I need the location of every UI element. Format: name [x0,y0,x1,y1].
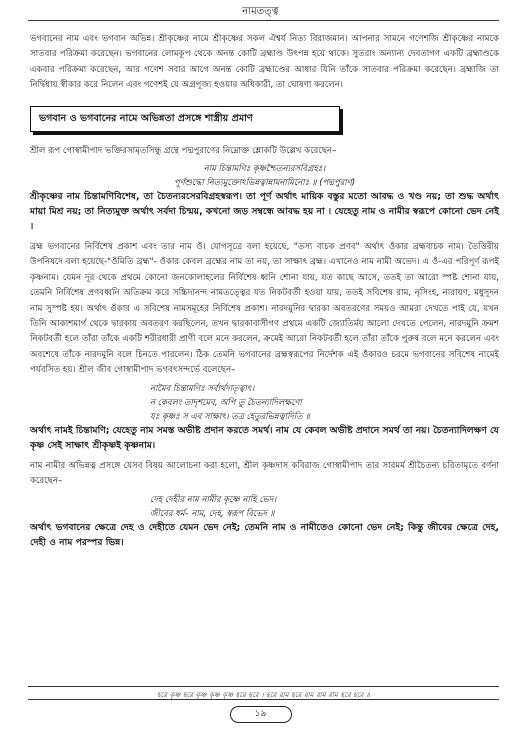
running-header: নামতত্ত্ব [242,6,279,17]
bold-explanation-3: অর্থাৎ ভগবানের ক্ষেত্রে দেহ ও দেহীতে যেমন ভেদ নেই; তেমনি নাম ও নামীতেও কোনো ভেদ নেই; কিন্তু জীবের ক্ষেত্রে দেহ, দেহী ও নাম পরস্পর ভিন্ন। [30,521,499,548]
intro-paragraph: ভগবানের নাম এবং ভগবান অভিন্ন। শ্রীকৃষ্ণের নামে শ্রীকৃষ্ণের সকল ঐশ্বর্য নিত্য বিরাজমান। আপনার সামনে গণেশজি শ্রীকৃষ্ণের নামকে সাতবার পরিক্রমা করেছেন। ভগবানের লোমকূপ থেকে অনন্ত কোটি ব্রহ্মাণ্ড উৎপন্ন হয়ে থাকে। সুতরাং অন্যান্য দেবতাগণ একটি ব্রহ্মাণ্ডকে একবার পরিক্রমা করেছেন, আর গণেশ সবার আগে অনন্ত কোটি ব্রহ্মাণ্ডের আধার যিনি তাঁকে সাতবার পরিক্রমা করেছেন। ব্রহ্মাজি তা নির্দ্বিধায় স্বীকার করে নিলেন এবং গণেশই যে অগ্রপূজ্য হওয়ার অধিকারী, তা ঘোষণা করলেন। [30,34,499,91]
verse-3-line-2: জীবের ধর্ম– নাম, দেহ, স্বরূপ বিভেদ ॥ [150,507,275,518]
kaviraj-paragraph: নাম নামীর অভিন্নত্ব প্রসঙ্গে যেসব বিষয় আলোচনা করা হলো, শ্রীল কৃষ্ণদাস কবিরাজ গোস্বামীপাদ তার সারমর্ম শ্রীচৈতন্য চরিতামৃতে বর্ণনা করেছেন– [30,460,499,487]
footer-divider-bottom [28,699,499,700]
verse-1-line-2: পূর্ণশুদ্ধো নিত্যমুক্তোঽভিন্নত্বান্নামনামিনোঃ ॥ (পদ্মপুরাণ) [173,177,356,188]
footer-mantra: হরে কৃষ্ণ হরে কৃষ্ণ কৃষ্ণ কৃষ্ণ হরে হরে । হরে রাম হরে রাম রাম রাম হরে হরে ॥ [156,691,371,699]
footer-divider-top [28,686,499,687]
page-number-wrapper [0,701,521,723]
verse-2-line-3: যঃ কৃষ্ণঃ স এব সাক্ষাৎ। তত্র হেতুরভিন্নত্বাদিতি ॥ [150,410,310,421]
section-heading: ভগবান ও ভগবানের নামে অভিন্নতা প্রসঙ্গে শাস্ত্রীয় প্রমাণ [30,106,340,132]
verse-2-line-1: নামৈব চিন্তামণিঃ সর্বার্থদাতৃত্বাৎ। [150,382,255,393]
page-number: ১৯ [230,706,292,723]
verse-2-line-2: ন কেবলং তাদৃশমেব, অপি তু চৈতন্যাদিলক্ষণো [150,396,302,407]
verse-1-line-1: নাম চিন্তামণিঃ কৃষ্ণশ্চৈতন্যরসবিগ্রহঃ। [203,163,326,174]
bold-explanation-2: অর্থাৎ নামই চিন্তামণি; যেহেতু নাম সমস্ত অভীষ্ট প্রদান করতে সমর্থ। নাম যে কেবল অভীষ্ট প্রদানে সমর্থ তা নয়। চৈতন্যাদিলক্ষণ যে কৃষ্ণ সেই সাক্ষাৎ শ্রীকৃষ্ণই কৃষ্ণনাম। [30,424,499,451]
header-divider [28,20,499,21]
bold-explanation-1: শ্রীকৃষ্ণের নাম চিন্তামণিবিশেষ, তা চৈতন্যরসেরবিগ্রহস্বরূপ। তা পূর্ণ অর্থাৎ মায়িক বস্তুর মতো আবদ্ধ ও খণ্ড নয়; তা শুদ্ধ অর্থাৎ মায়া মিশ্র নয়; তা নিত্যমুক্ত অর্থাৎ সর্বদা চিন্ময়, কখনো জড় সম্বন্ধে আবদ্ধ হয় না । যেহেতু নাম ও নামীর স্বরূপে কোনো ভেদ নেই । [30,191,499,233]
page-body [30,32,499,552]
rupa-intro-paragraph: শ্রীল রূপ গোস্বামীপাদ ভক্তিরসামৃতসিন্ধু গ্রন্থে পদ্মপুরাণের নিম্নোক্ত শ্লোকটি উল্লেখ করেছেন– [30,145,337,156]
verse-3-line-1: দেহ দেহীর নাম নামীর কৃষ্ণে নাহি ভেদ। [150,493,277,504]
brahma-paragraph: ব্রহ্ম ভগবানের নির্বিশেষ প্রকাশ এবং তার নাম ওঁ। যোগসূত্রে বলা হয়েছে, "তস্য বাচক প্রণব" অর্থাৎ ওঁকার ব্রহ্মবাচক নাম। তৈত্তিরীয় উপনিষদে বলা হয়েছে-"ওঁমিতি ব্রহ্ম"- ওঁকার কেবল ব্রহ্মের নাম তা নয়, তা সাক্ষাৎ ব্রহ্ম। এখানেও নাম নামী অভেদ। এ ওঁ-এর পরিপূর্ণ রূপই কৃষ্ণনাম। যেমন দূর থেকে প্রথমে কোনো জনকোলাহলের নির্বিশেষ ধ্বনি শোনা যায়, যত কাছে আসে, ততই তা আরো স্পষ্ট শোনা যায়, তেমনি নির্বিশেষ প্রণবধ্বনি অতিক্রম করে সচ্চিদানন্দ নামতত্ত্বের যত নিকটবর্তী হওয়া যায়, ততই সবিশেষ রাম, নৃসিংহ, নারায়ণ, মধুসূদন নাম সুস্পষ্ট হয়। অর্থাৎ ওঁকার এ সবিশেষ নামসমূহের নির্বিশেষ প্রকাশ। নারদমুনির দ্বারকা অবতরণের সময়ও আমরা দেখতে পাই যে, যখন তিনি আকাশমার্গ থেকে দ্বারকায় অবতরণ করছিলেন, তখন দ্বারকাবাসীগণ প্রথমে একটি জ্যোতির্ময় আলো দেখতে পেলেন, নারদমুনি ক্রমশ নিকটবর্তী হলে তাঁরা তাঁকে একটি শরীরধারী প্রাণী বলে মনে করলেন, ক্রমেই আরো নিকটবর্তী হলে তাঁরা তাঁকে পুরুষ বলে মনে করলেন এবং অবশেষে তাঁকে নারদমুনি বলে চিনতে পারলেন। ঠিক তেমনি ভগবানের ব্রহ্মস্বরূপের নির্দেশক এই ওঁকারও চরমে ভগবানের সবিশেষ নামেই পর্যবসিত হয়। শ্রীল জীব গোস্বামীপাদ ভগবৎসন্দর্ভে বলেছেন– [30,242,499,376]
